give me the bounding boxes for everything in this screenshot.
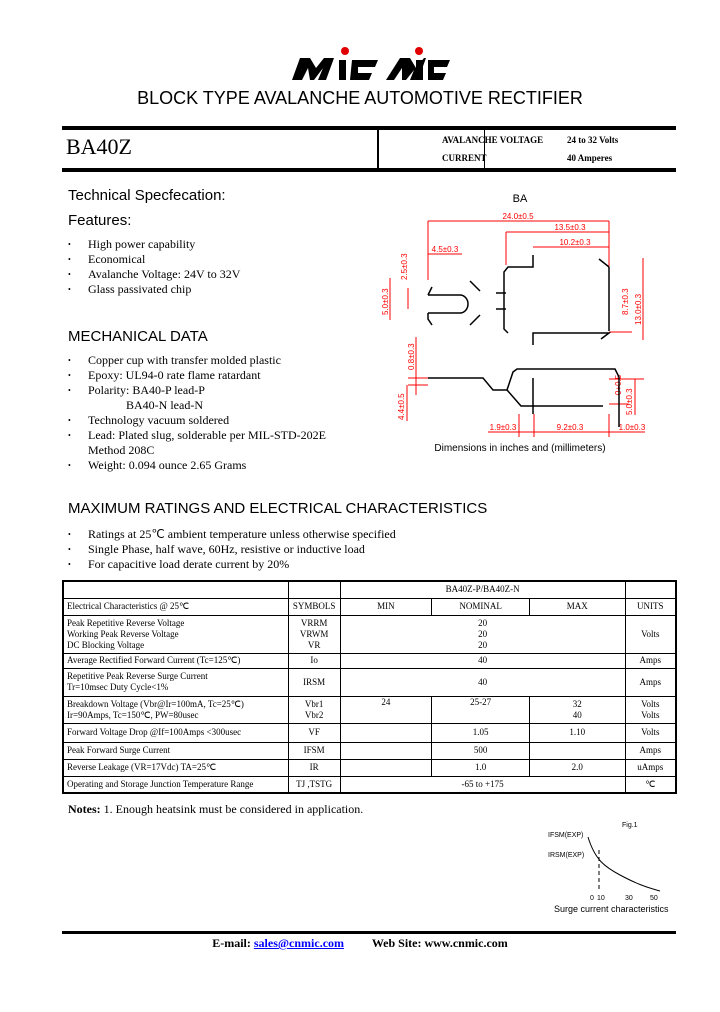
svg-text:1.9±0.3: 1.9±0.3	[489, 423, 517, 432]
table-row: Repetitive Peak Reverse Surge Current Tr=10msec Duty Cycle<1% IRSM 40 Amps	[63, 668, 676, 696]
column-header: MAX	[529, 598, 625, 615]
list-item: • Weight: 0.094 ounce 2.65 Grams	[68, 458, 247, 472]
diagram-title: BA	[512, 193, 528, 205]
list-item: BA40-N lead-N	[126, 398, 203, 412]
list-item: • Avalanche Voltage: 24V to 32V	[68, 267, 241, 281]
ratings-list	[66, 527, 396, 572]
part-outline	[428, 255, 619, 427]
column-header: NOMINAL	[432, 598, 530, 615]
svg-text:0.8±0.3: 0.8±0.3	[407, 343, 416, 370]
svg-text:2.5±0.3: 2.5±0.3	[400, 253, 409, 280]
spec-value: 24 to 32 Volts	[567, 135, 619, 145]
svg-text:13.5±0.3: 13.5±0.3	[554, 223, 586, 232]
spec-label: CURRENT	[442, 153, 487, 163]
figure-label: IRSM(EXP)	[548, 852, 585, 859]
svg-text:5.0±0.3: 5.0±0.3	[381, 288, 390, 315]
document-title: BLOCK TYPE AVALANCHE AUTOMOTIVE RECTIFIER	[137, 88, 583, 108]
svg-text:8.7±0.3: 8.7±0.3	[621, 288, 630, 315]
divider	[377, 126, 379, 170]
divider	[484, 126, 485, 170]
spec-value: 40 Amperes	[567, 153, 613, 163]
dimension-lines	[390, 221, 645, 437]
website: Web Site: www.cnmic.com	[371, 936, 508, 950]
column-header: Electrical Characteristics @ 25℃	[63, 598, 288, 615]
surge-current-figure	[540, 815, 675, 920]
email-link[interactable]: sales@cnmic.com	[253, 936, 345, 950]
list-item: • Polarity: BA40-P lead-P	[68, 383, 205, 397]
svg-text:10.2±0.3: 10.2±0.3	[559, 238, 591, 247]
table-row: Reverse Leakage (VR=17Vdc) TA=25℃ IR 1.0 2.0 uAmps	[63, 759, 676, 776]
list-item: • High power capability	[68, 237, 196, 251]
table-row: Peak Repetitive Reverse Voltage Working Peak Reverse Voltage DC Blocking Voltage VRRM VRWM VR 20 20 20 Volts	[63, 615, 676, 653]
list-item: • Glass passivated chip	[68, 282, 192, 296]
tick-label: 50	[650, 895, 658, 902]
notes: Notes: 1. Enough heatsink must be considered in application.	[68, 802, 364, 816]
mechanical-heading: MECHANICAL DATA	[68, 328, 208, 345]
figure-caption: Surge current characteristics	[554, 904, 669, 914]
divider	[62, 931, 676, 934]
list-item: • Single Phase, half wave, 60Hz, resistive or inductive load	[68, 542, 365, 556]
list-item: • Technology vacuum soldered	[68, 413, 230, 427]
dimension-labels	[381, 212, 646, 432]
tick-label: 0	[590, 895, 594, 902]
table-row: Peak Forward Surge Current IFSM 500 Amps	[63, 742, 676, 759]
list-item: • Epoxy: UL94-0 rate flame ratardant	[68, 368, 261, 382]
figure-label: IFSM(EXP)	[548, 832, 584, 839]
list-item: • Ratings at 25℃ ambient temperature unless otherwise specified	[68, 527, 396, 541]
table-row: Operating and Storage Junction Temperature Range TJ ,TSTG -65 to +175 ℃	[63, 776, 676, 793]
svg-text:1.0±0.3: 1.0±0.3	[618, 423, 646, 432]
spec-label: AVALANCHE VOLTAGE	[442, 135, 544, 145]
features-heading: Features:	[68, 212, 132, 229]
svg-text:0+0.5: 0+0.5	[614, 374, 623, 395]
mic-logo	[290, 46, 450, 82]
list-item: • Copper cup with transfer molded plastic	[68, 353, 281, 367]
svg-text:24.0±0.5: 24.0±0.5	[502, 212, 534, 221]
table-header-row	[63, 598, 676, 615]
list-item: • Lead: Plated slug, solderable per MIL-STD-202E	[68, 428, 326, 442]
ratings-heading: MAXIMUM RATINGS AND ELECTRICAL CHARACTERISTICS	[68, 500, 488, 517]
diagram-caption: Dimensions in inches and (millimeters)	[434, 443, 606, 454]
divider	[62, 168, 676, 172]
dimension-diagram	[380, 185, 660, 455]
list-item: • Economical	[68, 252, 146, 266]
table-header-row	[63, 581, 676, 598]
list-item: Method 208C	[88, 443, 155, 457]
footer: E-mail: sales@cnmic.com Web Site: www.cnmic.com	[212, 936, 508, 950]
list-item: • For capacitive load derate current by 20%	[68, 557, 290, 571]
table-row: Average Rectified Forward Current (Tc=125℃) Io 40 Amps	[63, 653, 676, 668]
svg-text:4.4±0.5: 4.4±0.5	[397, 393, 406, 420]
group-header: BA40Z-P/BA40Z-N	[340, 581, 625, 598]
table-row: Forward Voltage Drop @If=100Amps <300usec VF 1.05 1.10 Volts	[63, 723, 676, 742]
part-number: BA40Z	[66, 134, 132, 159]
tick-label: 30	[625, 895, 633, 902]
column-header: MIN	[340, 598, 432, 615]
column-header: UNITS	[625, 598, 676, 615]
divider	[62, 126, 676, 130]
svg-text:13.0±0.3: 13.0±0.3	[634, 293, 643, 325]
figure-title: Fig.1	[622, 822, 638, 829]
characteristics-table	[62, 580, 677, 794]
svg-text:5.0±0.3: 5.0±0.3	[625, 388, 634, 415]
column-header: SYMBOLS	[288, 598, 340, 615]
table-row: Breakdown Voltage (Vbr@Ir=100mA, Tc=25℃) Ir=90Amps, Tc=150℃, PW=80usec Vbr1 Vbr2 24 25-27 32 40 Volts Volts	[63, 696, 676, 723]
features-list	[66, 237, 240, 297]
mechanical-list	[66, 353, 326, 473]
svg-text:9.2±0.3: 9.2±0.3	[556, 423, 584, 432]
tech-spec-heading: Technical Specfecation:	[68, 187, 226, 204]
tick-label: 10	[597, 895, 605, 902]
svg-text:4.5±0.3: 4.5±0.3	[431, 245, 459, 254]
